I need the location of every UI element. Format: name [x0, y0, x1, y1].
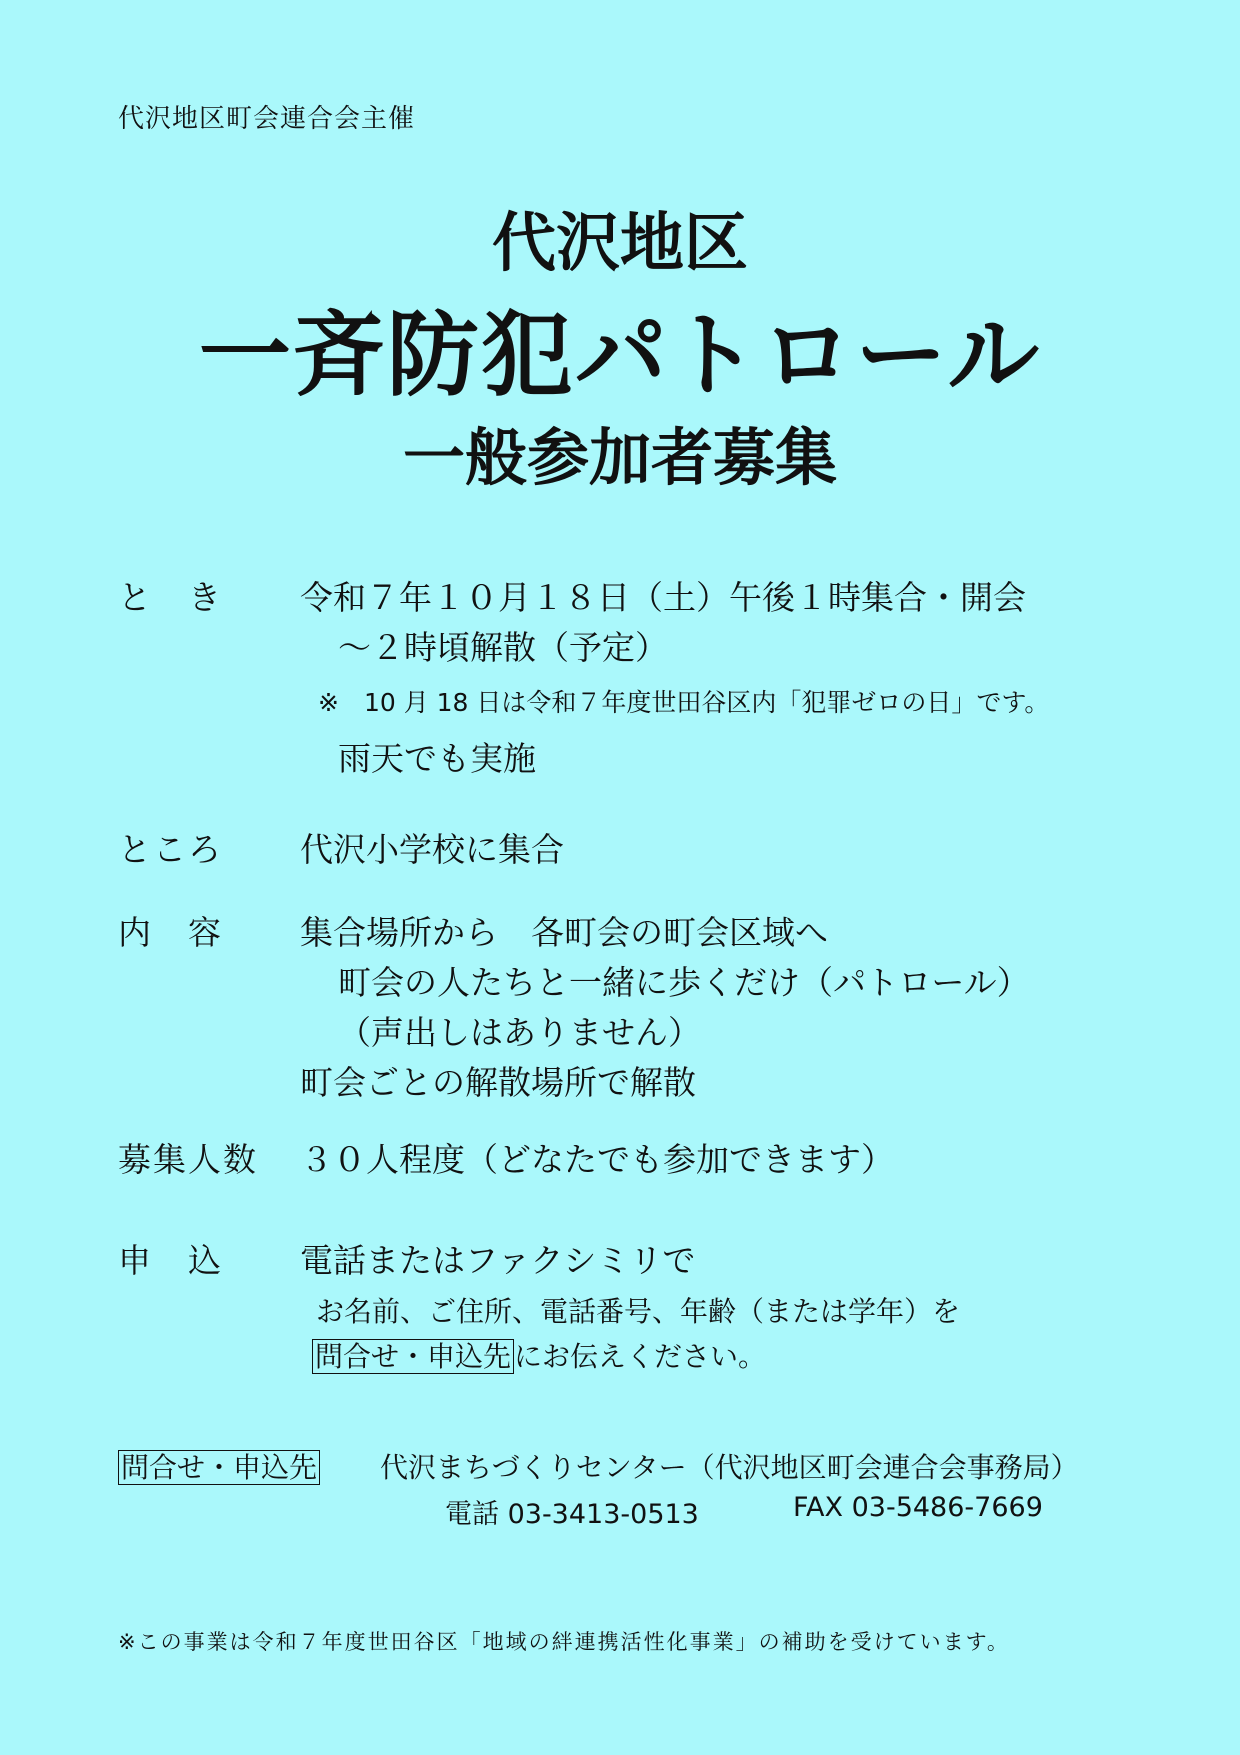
when-rain: 雨天でも実施	[338, 739, 536, 778]
contact-box-label: 問合せ・申込先	[118, 1450, 320, 1485]
capacity-label: 募集人数	[118, 1140, 258, 1179]
when-datetime: 令和７年１０月１８日（土）午後１時集合・開会	[300, 578, 1026, 617]
organizer-text: 代沢地区町会連合会主催	[118, 104, 416, 134]
content-line3: （声出しはありません）	[338, 1013, 701, 1052]
apply-line3-rest: にお伝えください。	[514, 1340, 767, 1373]
apply-label: 申 込	[118, 1241, 223, 1280]
where-label: ところ	[118, 830, 223, 869]
content-line1: 集合場所から 各町会の町会区域へ	[300, 913, 828, 952]
contact-fax: FAX 03-5486-7669	[793, 1492, 1043, 1523]
contact-org: 代沢まちづくりセンター（代沢地区町会連合会事務局）	[380, 1451, 1079, 1484]
content-line4: 町会ごとの解散場所で解散	[300, 1063, 696, 1102]
when-end-time: ～２時頃解散（予定）	[338, 628, 668, 667]
footer-note: ※この事業は令和７年度世田谷区「地域の絆連携活性化事業」の補助を受けています。	[118, 1630, 1010, 1654]
content-label: 内 容	[118, 913, 223, 952]
capacity-text: ３０人程度（どなたでも参加できます）	[300, 1140, 894, 1179]
title-main: 一斉防犯パトロール	[198, 301, 1042, 409]
content-line2: 町会の人たちと一緒に歩くだけ（パトロール）	[338, 963, 1030, 1002]
title-district: 代沢地区	[492, 206, 748, 281]
apply-line1: 電話またはファクシミリで	[300, 1241, 696, 1280]
apply-line3	[312, 1335, 766, 1375]
apply-contact-box: 問合せ・申込先	[312, 1339, 514, 1374]
contact-box	[118, 1446, 320, 1486]
title-recruit: 一般参加者募集	[402, 421, 837, 494]
apply-line2: お名前、ご住所、電話番号、年齢（または学年）を	[316, 1295, 961, 1328]
contact-tel: 電話 03-3413-0513	[445, 1499, 699, 1530]
when-note: ※ 10 月 18 日は令和７年度世田谷区内「犯罪ゼロの日」です。	[318, 688, 1050, 717]
when-label: と き	[118, 578, 223, 617]
where-text: 代沢小学校に集合	[300, 830, 564, 869]
